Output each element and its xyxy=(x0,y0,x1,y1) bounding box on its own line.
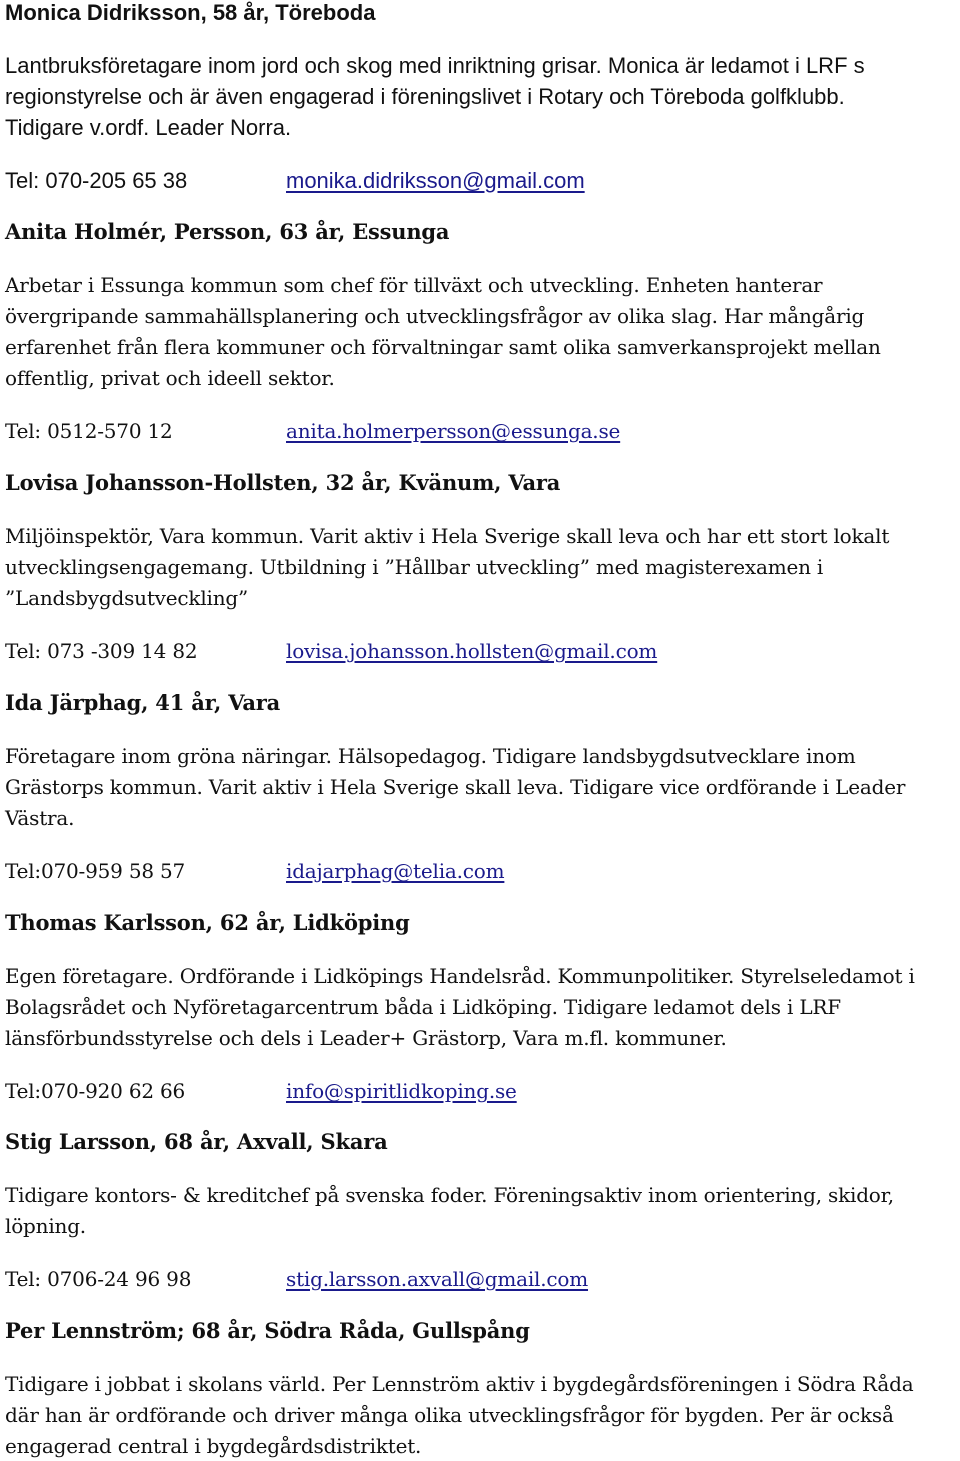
bio-line: regionstyrelse och är även engagerad i föreningslivet i Rotary och Töreboda golfklubb. xyxy=(5,84,845,109)
bio-line: Arbetar i Essunga kommun som chef för tillväxt och utveckling. Enheten hanterar xyxy=(5,273,823,297)
email-link[interactable]: idajarphag@telia.com xyxy=(286,859,505,883)
bio-line: Tidigare kontors- & kreditchef på svenska foder. Föreningsaktiv inom orientering, skidor, xyxy=(5,1183,894,1207)
phone-number: Tel:070-920 62 66 xyxy=(5,1079,186,1103)
phone-number: Tel:070-959 58 57 xyxy=(5,859,186,883)
email-link[interactable]: anita.holmerpersson@essunga.se xyxy=(286,419,621,443)
bio-line: erfarenhet från flera kommuner och förvaltningar samt olika samverkansprojekt mellan xyxy=(5,335,881,359)
bio-line: Företagare inom gröna näringar. Hälsopedagog. Tidigare landsbygdsutvecklare inom xyxy=(5,744,856,768)
bio-line: Tidigare v.ordf. Leader Norra. xyxy=(5,115,292,140)
bio-line: engagerad central i bygdegårdsdistriktet. xyxy=(5,1434,422,1458)
phone-number: Tel: 070-205 65 38 xyxy=(5,168,188,193)
phone-number: Tel: 073 -309 14 82 xyxy=(5,639,198,663)
bio-line: Västra. xyxy=(5,806,75,830)
bio-line: Lantbruksföretagare inom jord och skog med inriktning grisar. Monica är ledamot i LRF s xyxy=(5,53,865,78)
bio-line: Tidigare i jobbat i skolans värld. Per Lennström aktiv i bygdegårdsföreningen i Södra Råda xyxy=(5,1372,914,1396)
bio-line: länsförbundsstyrelse och dels i Leader+ Grästorp, Vara m.fl. kommuner. xyxy=(5,1026,727,1050)
bio-line: övergripande sammahällsplanering och utvecklingsfrågor av olika slag. Har mångårig xyxy=(5,304,865,328)
person-heading: Lovisa Johansson-Hollsten, 32 år, Kvänum, Vara xyxy=(5,470,561,495)
person-heading: Monica Didriksson, 58 år, Töreboda xyxy=(5,0,376,25)
person-heading: Anita Holmér, Persson, 63 år, Essunga xyxy=(5,219,450,244)
bio-line: löpning. xyxy=(5,1214,86,1238)
email-link[interactable]: stig.larsson.axvall@gmail.com xyxy=(286,1267,589,1291)
bio-line: ”Landsbygdsutveckling” xyxy=(5,586,249,610)
email-link[interactable]: lovisa.johansson.hollsten@gmail.com xyxy=(286,639,658,663)
bio-line: Egen företagare. Ordförande i Lidköpings Handelsråd. Kommunpolitiker. Styrelseledamot i xyxy=(5,964,915,988)
person-heading: Ida Järphag, 41 år, Vara xyxy=(5,690,281,715)
bio-line: där han är ordförande och driver många olika utvecklingsfrågor för bygden. Per är också xyxy=(5,1403,894,1427)
person-heading: Stig Larsson, 68 år, Axvall, Skara xyxy=(5,1129,388,1154)
bio-line: Bolagsrådet och Nyföretagarcentrum båda i Lidköping. Tidigare ledamot dels i LRF xyxy=(5,995,841,1019)
bio-line: offentlig, privat och ideell sektor. xyxy=(5,366,335,390)
phone-number: Tel: 0512-570 12 xyxy=(5,419,173,443)
person-heading: Thomas Karlsson, 62 år, Lidköping xyxy=(5,910,410,935)
person-heading: Per Lennström; 68 år, Södra Råda, Gullspång xyxy=(5,1318,530,1343)
phone-number: Tel: 0706-24 96 98 xyxy=(5,1267,192,1291)
bio-line: Miljöinspektör, Vara kommun. Varit aktiv i Hela Sverige skall leva och har ett stort lokalt xyxy=(5,524,890,548)
bio-line: Grästorps kommun. Varit aktiv i Hela Sverige skall leva. Tidigare vice ordförande i Leader xyxy=(5,775,906,799)
bio-line: utvecklingsengagemang. Utbildning i ”Hållbar utveckling” med magisterexamen i xyxy=(5,555,824,579)
email-link[interactable]: info@spiritlidkoping.se xyxy=(286,1079,517,1103)
email-link[interactable]: monika.didriksson@gmail.com xyxy=(286,168,585,193)
